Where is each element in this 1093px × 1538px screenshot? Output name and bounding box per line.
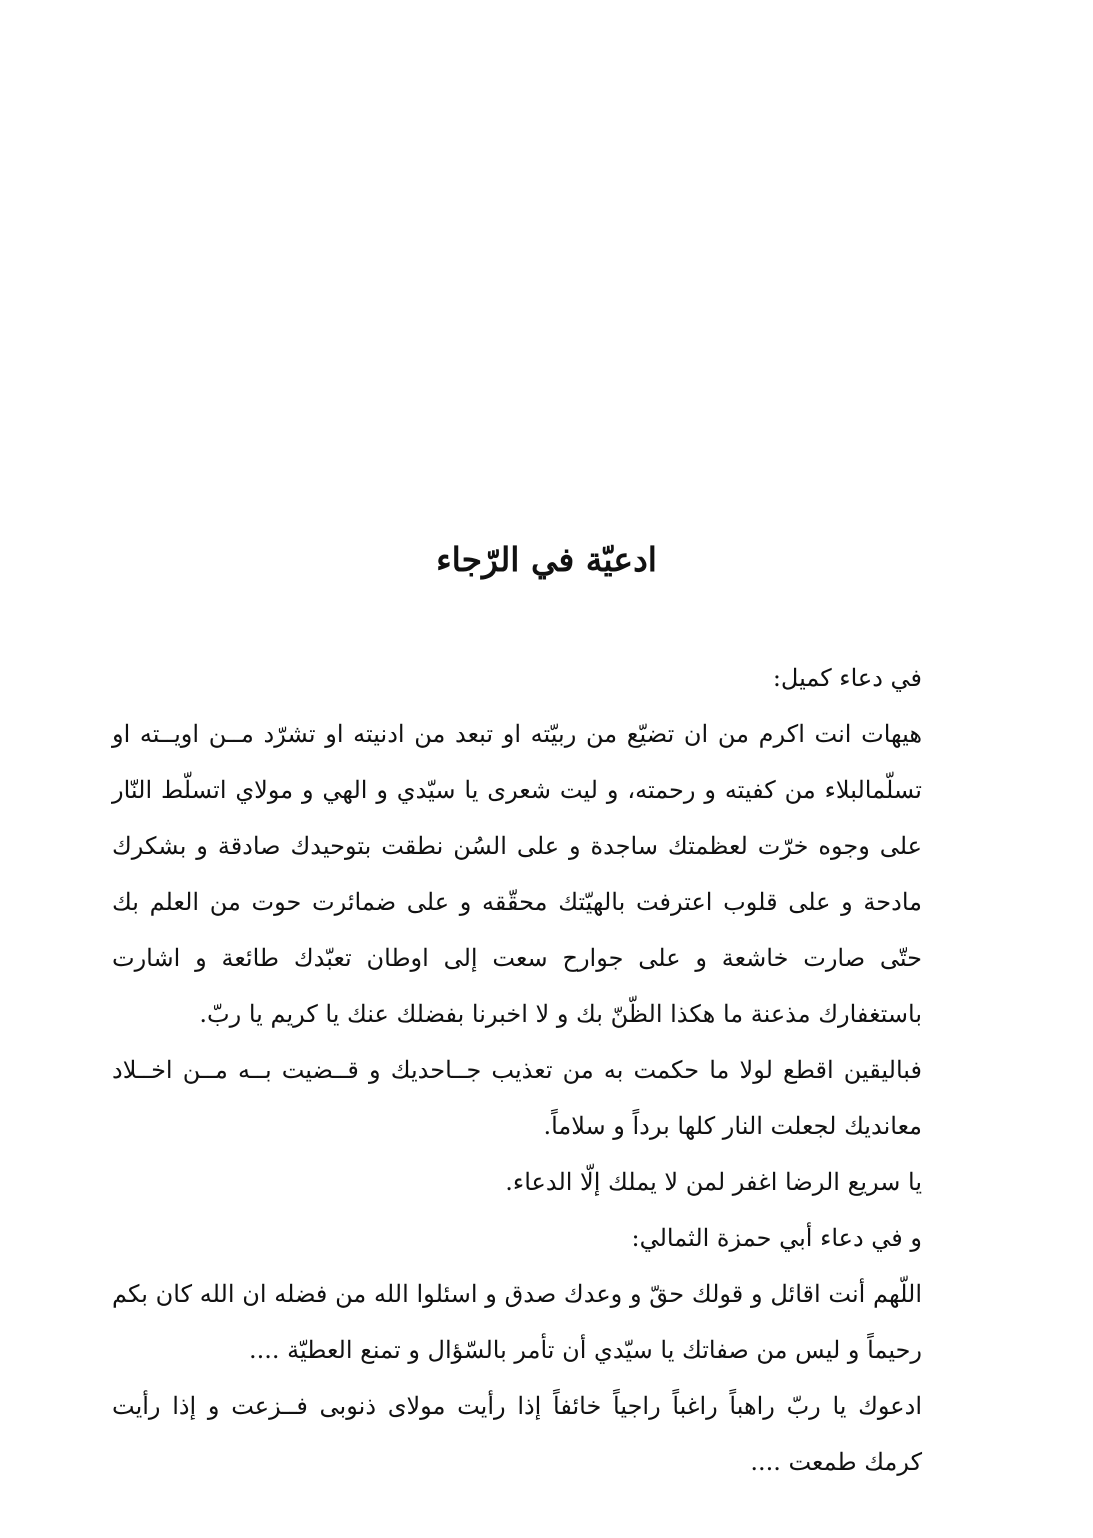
document-body bbox=[112, 650, 974, 1490]
paragraph-abu-hamza-text: اللّهم أنت اقائل و قولك حقّ و وعدك صدق و اسئلوا الله من فضله ان الله كان بكم رحيماً و ليس من صفاتك يا سيّدي أن تأمر بالسّؤال و تمنع العطيّة .... bbox=[112, 1280, 922, 1364]
paragraph-swift-pleasure: يا سريع الرضا اغفر لمن لا يملك إلّا الدعاء. bbox=[505, 1168, 922, 1196]
paragraph-kumayl-text: هيهات انت اكرم من ان تضيّع من ربيّته او تبعد من ادنيته او تشرّد مــن اويــته او تسلّمالبلاء من كفيته و رحمته، و ليت شعرى يا سيّدي و الهي و مولاي اتسلّط النّار على وجوه خرّت لعظمتك ساجدة و على السُن نطقت بتوحيدك صادقة و بشكرك مادحة و على قلوب اعترفت بالهيّتك محقّقه و على ضمائرت حوت من العلم بك حتّى صارت خاشعة و على جوارح سعت إلى اوطان تعبّدك طائعة و اشارت باستغفارك مذعنة ما هكذا الظّنّ بك و لا اخبرنا بفضلك عنك يا كريم يا ربّ. bbox=[112, 720, 922, 1028]
paragraph-abu-hamza-heading: و في دعاء أبي حمزة الثمالي: bbox=[631, 1224, 922, 1252]
paragraph-kumayl-heading: في دعاء كميل: bbox=[772, 664, 922, 692]
paragraph-certainty: فباليقين اقطع لولا ما حكمت به من تعذيب جــاحديك و قــضيت بــه مــن اخــلاد معانديك لجعلت النار كلها برداً و سلاماً. bbox=[112, 1056, 922, 1140]
paragraph-call-upon-you: ادعوك يا ربّ راهباً راغباً راجياً خائفاً إذا رأيت مولاى ذنوبى فــزعت و إذا رأيت كرمك طمعت .... bbox=[112, 1392, 922, 1476]
page-title: ادعيّة في الرّجاء bbox=[436, 540, 657, 579]
